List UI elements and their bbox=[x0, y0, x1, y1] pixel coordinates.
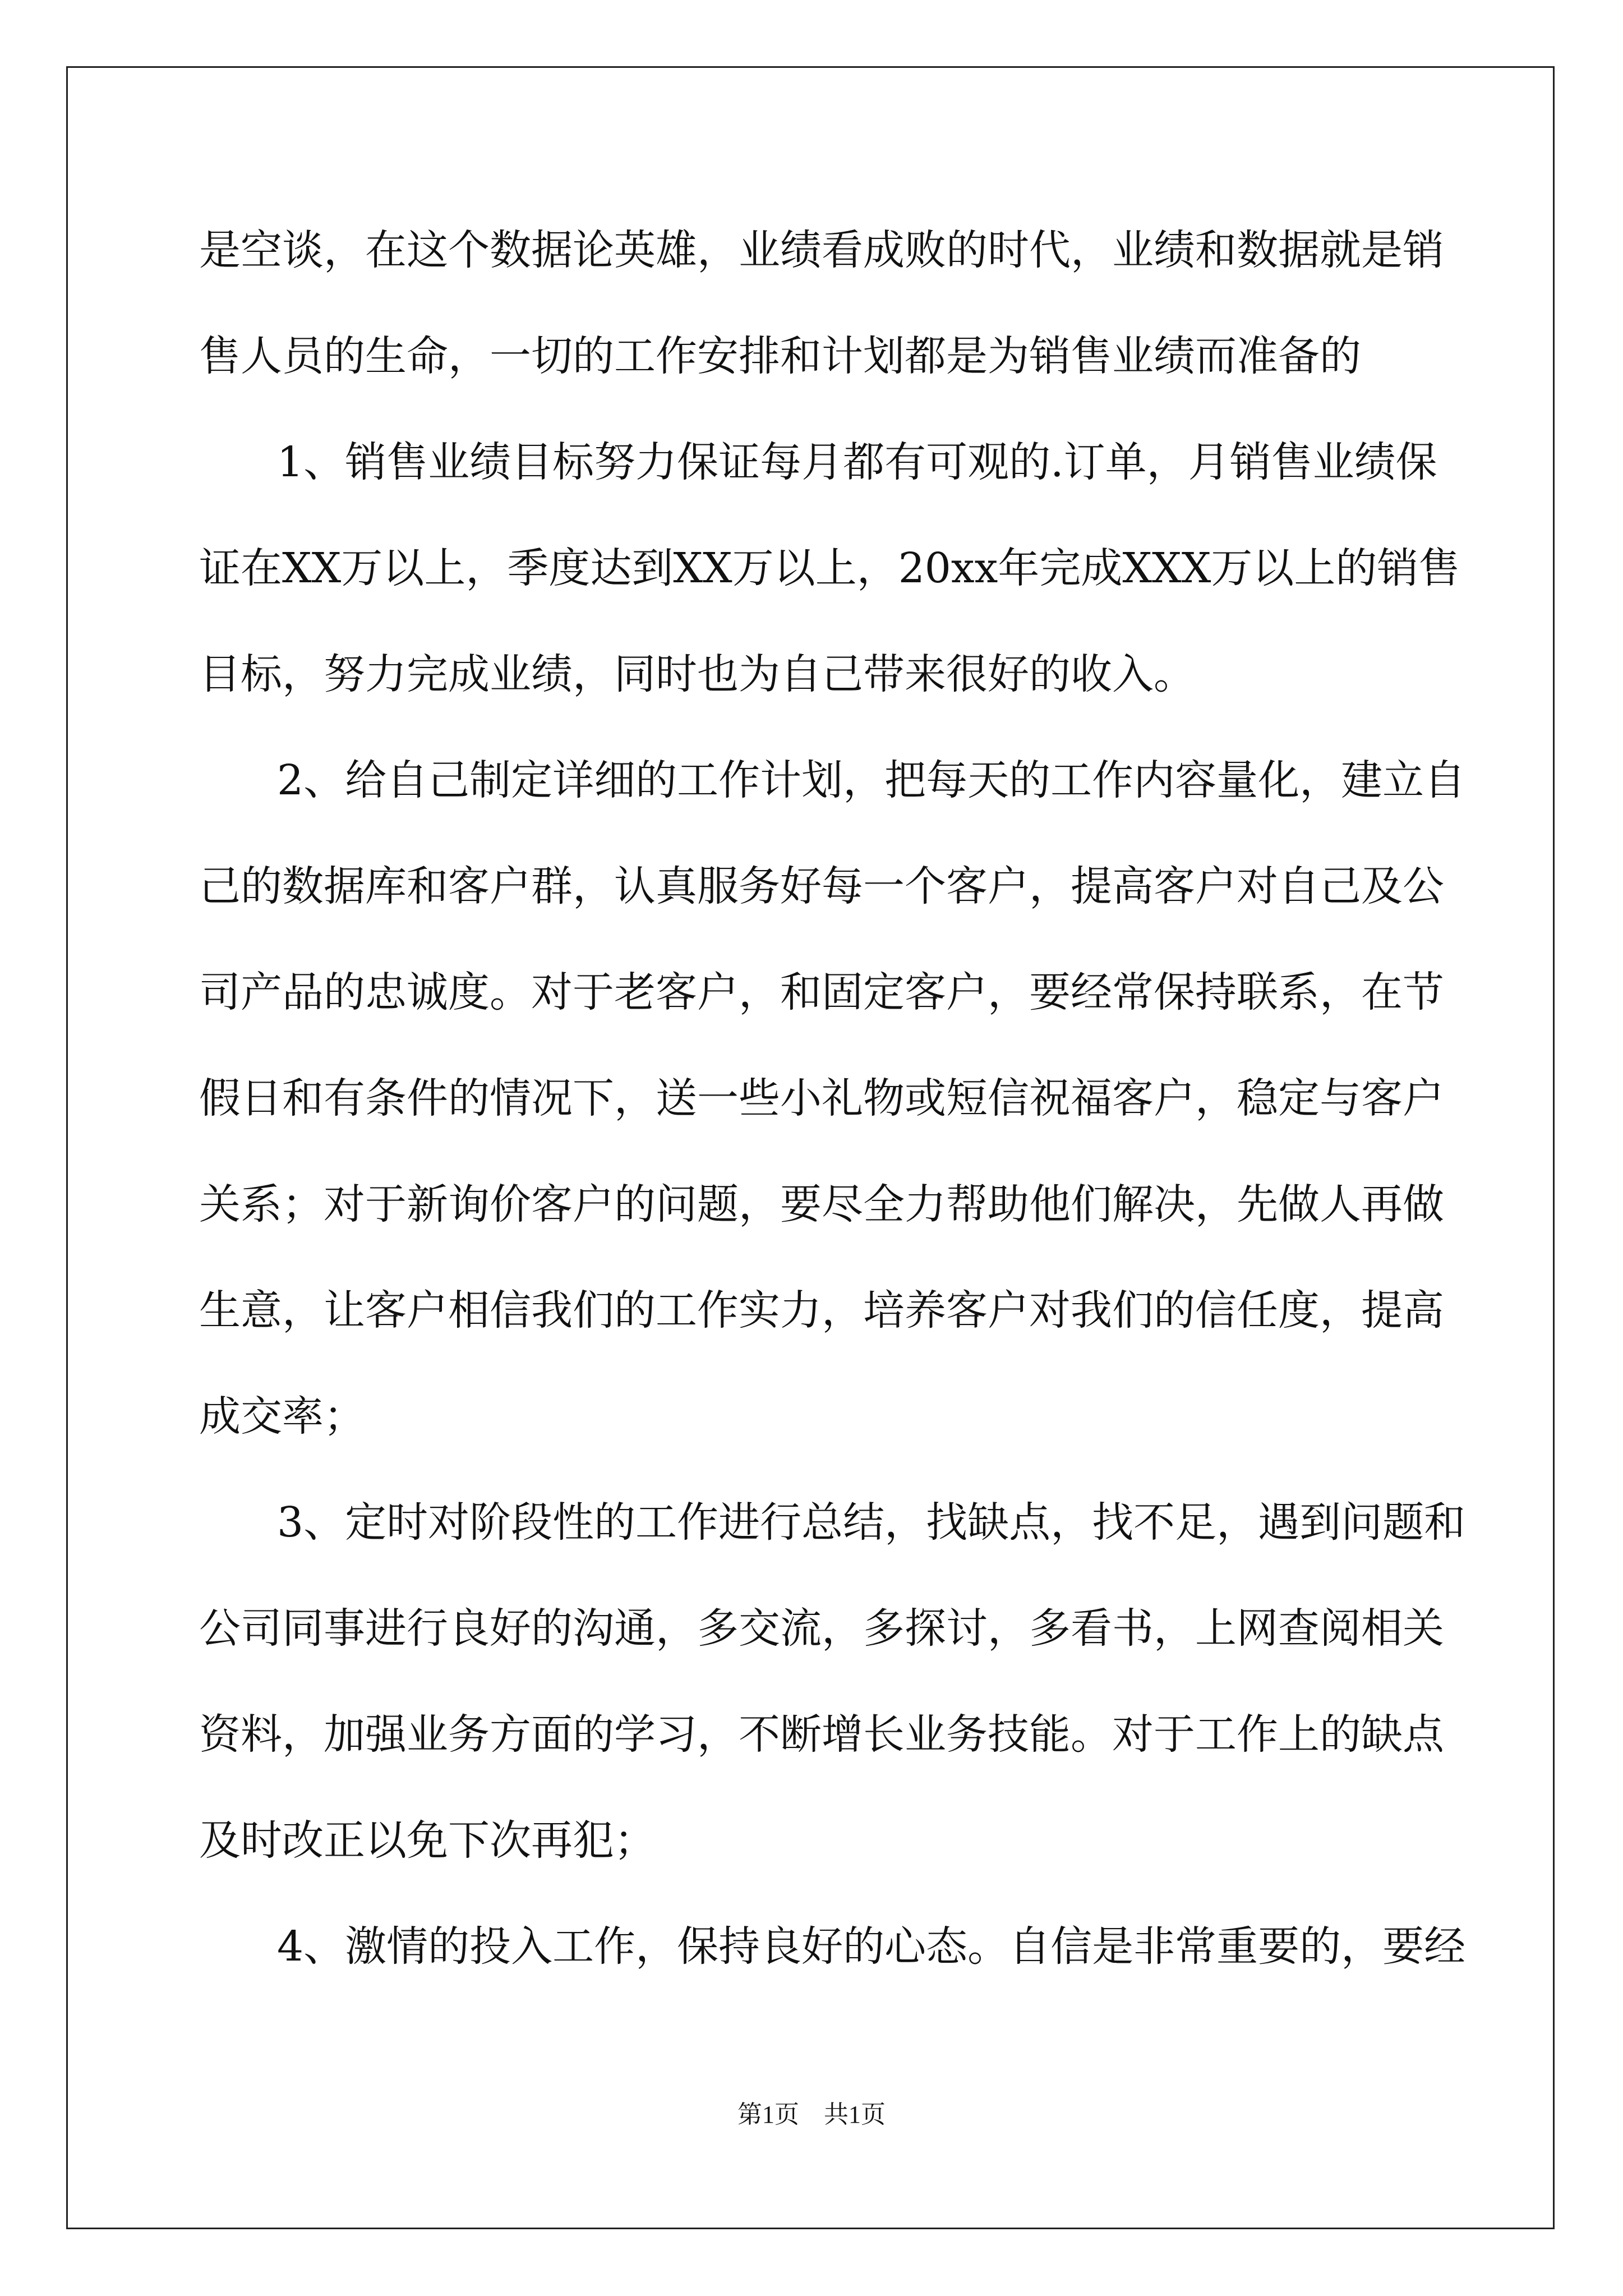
text-line: 生意，让客户相信我们的工作实力，培养客户对我们的信任度，提高 bbox=[199, 1286, 1444, 1335]
paragraph-first-line: 1、销售业绩目标努力保证每月都有可观的.订单，月销售业绩保 bbox=[277, 438, 1437, 486]
paragraph-first-line: 2、给自己制定详细的工作计划，把每天的工作内容量化，建立自 bbox=[277, 756, 1466, 804]
page-total: 共1页 bbox=[824, 2101, 886, 2128]
text-line: 资料，加强业务方面的学习，不断增长业务技能。对于工作上的缺点 bbox=[199, 1710, 1444, 1759]
text-line: 售人员的生命，一切的工作安排和计划都是为销售业绩而准备的 bbox=[199, 332, 1361, 380]
text-line: 公司同事进行良好的沟通，多交流，多探讨，多看书，上网查阅相关 bbox=[199, 1604, 1444, 1653]
text-line: 成交率； bbox=[199, 1392, 365, 1441]
paragraph-first-line: 4、激情的投入工作，保持良好的心态。自信是非常重要的，要经 bbox=[277, 1922, 1466, 1971]
text-line: 司产品的忠诚度。对于老客户，和固定客户，要经常保持联系，在节 bbox=[199, 968, 1444, 1016]
paragraph-first-line: 3、定时对阶段性的工作进行总结，找缺点，找不足，遇到问题和 bbox=[277, 1498, 1466, 1547]
text-line: 己的数据库和客户群，认真服务好每一个客户，提高客户对自己及公 bbox=[199, 862, 1444, 910]
page-footer bbox=[0, 2098, 1623, 2132]
text-line: 证在XX万以上，季度达到XX万以上，20xx年完成XXX万以上的销售 bbox=[199, 544, 1460, 592]
text-line: 及时改正以免下次再犯； bbox=[199, 1816, 656, 1865]
text-line: 假日和有条件的情况下，送一些小礼物或短信祝福客户，稳定与客户 bbox=[199, 1074, 1444, 1122]
page-border bbox=[66, 66, 1555, 2229]
text-line: 目标，努力完成业绩，同时也为自己带来很好的收入。 bbox=[199, 650, 1195, 698]
page-number: 第1页 bbox=[737, 2101, 799, 2128]
text-line: 是空谈，在这个数据论英雄，业绩看成败的时代，业绩和数据就是销 bbox=[199, 226, 1444, 274]
text-line: 关系；对于新询价客户的问题，要尽全力帮助他们解决，先做人再做 bbox=[199, 1180, 1444, 1228]
